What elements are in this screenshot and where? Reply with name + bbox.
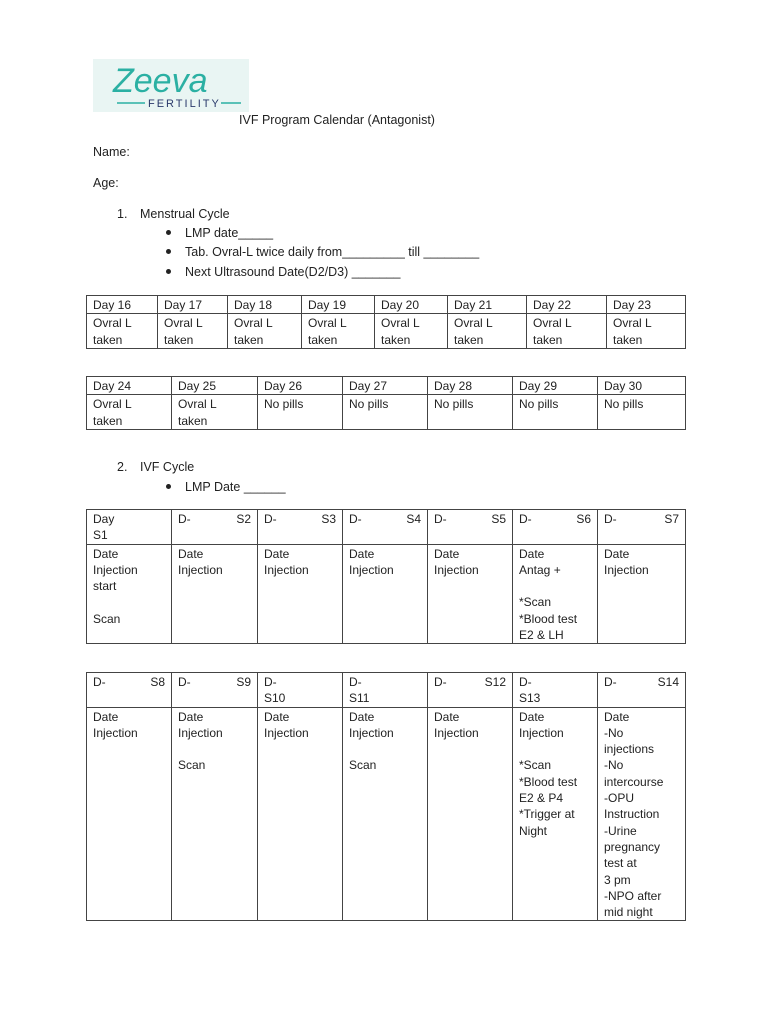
section1-number: 1. [117,207,128,221]
table-row [87,673,686,708]
ivf-calendar-table-2 [86,672,686,921]
cycle-day-header: D- S12 [428,673,513,708]
cycle-day-cell: Date Injection [343,544,428,644]
cycle-day-header: D- S13 [513,673,598,708]
cycle-day-cell: Date Injection Scan [172,707,258,921]
day-cell: Ovral L taken [302,314,375,349]
table-row [87,314,686,349]
day-header: Day 18 [228,296,302,314]
day-cell: No pills [428,395,513,430]
cycle-day-cell: Date Injection *Scan *Blood test E2 & P4 *Trigger at Night [513,707,598,921]
cycle-day-header: D- S14 [598,673,686,708]
day-header: Day 25 [172,377,258,395]
cycle-day-header: D- S10 [258,673,343,708]
cycle-day-cell: Date Injection [172,544,258,644]
cycle-day-header: D- S3 [258,510,343,545]
section1-bullet: Next Ultrasound Date(D2/D3) _______ [166,265,400,279]
day-header: Day 30 [598,377,686,395]
day-cell: Ovral L taken [228,314,302,349]
cycle-day-header: D- S4 [343,510,428,545]
day-cell: Ovral L taken [527,314,607,349]
cycle-day-cell: Date Injection Scan [343,707,428,921]
section2-heading: IVF Cycle [140,460,195,474]
section1-bullet: LMP date_____ [166,226,273,240]
day-cell: Ovral L taken [375,314,448,349]
cycle-day-cell: Date Injection [87,707,172,921]
cycle-day-header: D- S8 [87,673,172,708]
clinic-logo [93,59,249,112]
day-header: Day 16 [87,296,158,314]
cycle-day-cell: Date Injection [428,707,513,921]
table-row [87,707,686,921]
section1-bullet: Tab. Ovral-L twice daily from_________ till ________ [166,245,479,259]
day-cell: Ovral L taken [448,314,527,349]
day-cell: No pills [513,395,598,430]
section2-number: 2. [117,460,128,474]
cycle-day-cell: Date Injection start Scan [87,544,172,644]
table-row [87,377,686,395]
day-cell: Ovral L taken [87,314,158,349]
cycle-day-header: D- S7 [598,510,686,545]
cycle-day-header: D- S5 [428,510,513,545]
ivf-calendar-table-1 [86,509,686,644]
section2-bullet: LMP Date ______ [166,480,286,494]
day-header: Day 27 [343,377,428,395]
day-cell: Ovral L taken [87,395,172,430]
day-cell: Ovral L taken [607,314,686,349]
day-cell: No pills [258,395,343,430]
section1-heading: Menstrual Cycle [140,207,230,221]
day-header: Day 20 [375,296,448,314]
name-label: Name: [93,145,130,159]
age-label: Age: [93,176,119,190]
day-header: Day 23 [607,296,686,314]
cycle-day-cell: Date Antag + *Scan *Blood test E2 & LH [513,544,598,644]
day-cell: Ovral L taken [172,395,258,430]
table-row [87,395,686,430]
table-row [87,544,686,644]
day-header: Day 17 [158,296,228,314]
pill-calendar-table-1 [86,295,686,349]
cycle-day-header: Day S1 [87,510,172,545]
cycle-day-header: D- S11 [343,673,428,708]
page-title: IVF Program Calendar (Antagonist) [239,113,435,127]
day-header: Day 19 [302,296,375,314]
logo-sub-text: FERTILITY [148,98,221,110]
cycle-day-header: D- S2 [172,510,258,545]
logo-brand-text: Zeeva [113,62,208,100]
day-cell: Ovral L taken [158,314,228,349]
cycle-day-cell: Date -No injections -No intercourse -OPU Instruction -Urine pregnancy test at 3 pm -NPO after mid night [598,707,686,921]
day-header: Day 22 [527,296,607,314]
day-cell: No pills [598,395,686,430]
day-header: Day 28 [428,377,513,395]
cycle-day-cell: Date Injection [428,544,513,644]
day-header: Day 24 [87,377,172,395]
day-header: Day 29 [513,377,598,395]
cycle-day-header: D- S6 [513,510,598,545]
cycle-day-cell: Date Injection [258,707,343,921]
day-header: Day 21 [448,296,527,314]
day-cell: No pills [343,395,428,430]
day-header: Day 26 [258,377,343,395]
cycle-day-cell: Date Injection [598,544,686,644]
table-row [87,510,686,545]
table-row [87,296,686,314]
pill-calendar-table-2 [86,376,686,430]
cycle-day-cell: Date Injection [258,544,343,644]
cycle-day-header: D- S9 [172,673,258,708]
